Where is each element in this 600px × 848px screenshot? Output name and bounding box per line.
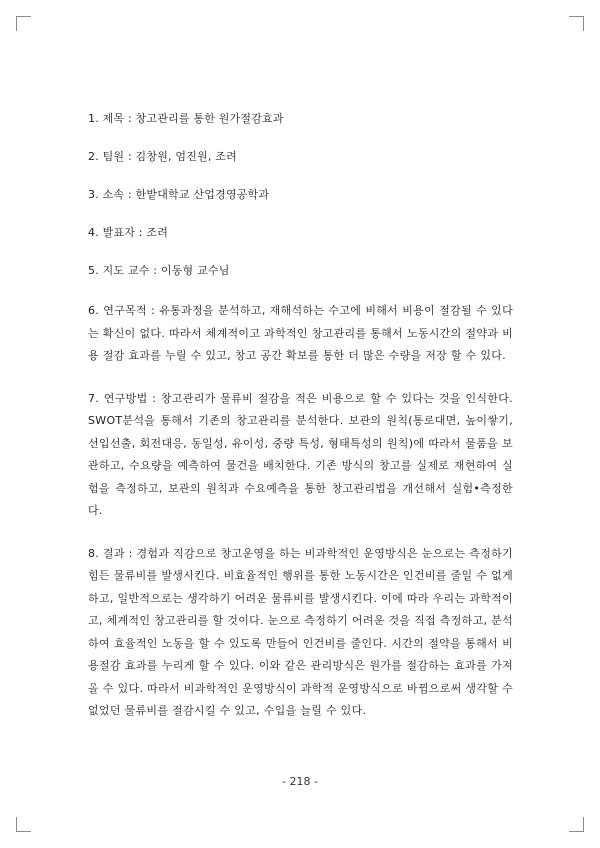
presenter-line: 4. 발표자 : 조려 — [88, 226, 169, 239]
research-purpose-paragraph: 6. 연구목적 : 유통과정을 분석하고, 재해석하는 수고에 비해서 비용이 절감될 수 있다는 확신이 없다. 따라서 체계적이고 과학적인 창고관리를 통해서 노동시간의 절약과 비용 절감 효과를 누릴 수 있고, 창고 공간 확보를 통한 더 많은 수량을 저장 할 수 있다. — [88, 304, 513, 362]
title-line: 1. 제목 : 창고관리를 통한 원가절감효과 — [88, 112, 284, 125]
advisor-line: 5. 지도 교수 : 이동형 교수님 — [88, 264, 230, 277]
team-members-line: 2. 팀원 : 김창원, 엄진원, 조려 — [88, 150, 237, 163]
crop-mark-bottom-left — [16, 817, 31, 832]
results-paragraph: 8. 결과 : 경험과 직감으로 창고운영을 하는 비과학적인 운영방식은 눈으로는 측정하기 힘든 물류비를 발생시킨다. 비효율적인 행위를 통한 노동시간은 인건비를 줄일 수 없게 하고, 일반적으로는 생각하기 어려운 물류비를 발생시킨다. 이에 따라 우리는 과학적이고, 체계적인 창고관리를 할 것이다. 눈으로 측정하기 어려운 것을 직접 측정하고, 분석하여 효율적인 노동을 할 수 있도록 만들어 인건비를 줄인다. 시간의 절약을 통해서 비용절감 효과를 누리게 할 수 있다. 이와 같은 관리방식은 원가를 절감하는 효과를 가져 올 수 있다. 따라서 비과학적인 운영방식이 과학적 운영방식으로 바뀜으로써 생각할 수 없었던 물류비를 절감시킬 수 있고, 수입을 늘릴 수 있다. — [88, 546, 513, 717]
document-body — [88, 110, 513, 743]
crop-mark-bottom-right — [569, 817, 584, 832]
crop-mark-top-left — [16, 16, 31, 31]
page-number: - 218 - — [282, 775, 318, 788]
research-method-paragraph: 7. 연구방법 : 창고관리가 물류비 절감을 적은 비용으로 할 수 있다는 것을 인식한다. SWOT분석을 통해서 기존의 창고관리를 분석한다. 보관의 원칙(통로대면, 높이쌓기, 선입선출, 회전대응, 동일성, 유이성, 중량 특성, 형태특성의 원칙)에 따라서 물품을 보관하고, 수요량을 예측하여 물건을 배치한다. 기존 방식의 창고를 실제로 재현하여 실험을 측정하고, 보관의 원칙과 수요예측을 통한 창고관리법을 개선해서 실험•측정한다. — [88, 391, 513, 517]
affiliation-line: 3. 소속 : 한밭대학교 산업경영공학과 — [88, 188, 270, 201]
crop-mark-top-right — [569, 16, 584, 31]
